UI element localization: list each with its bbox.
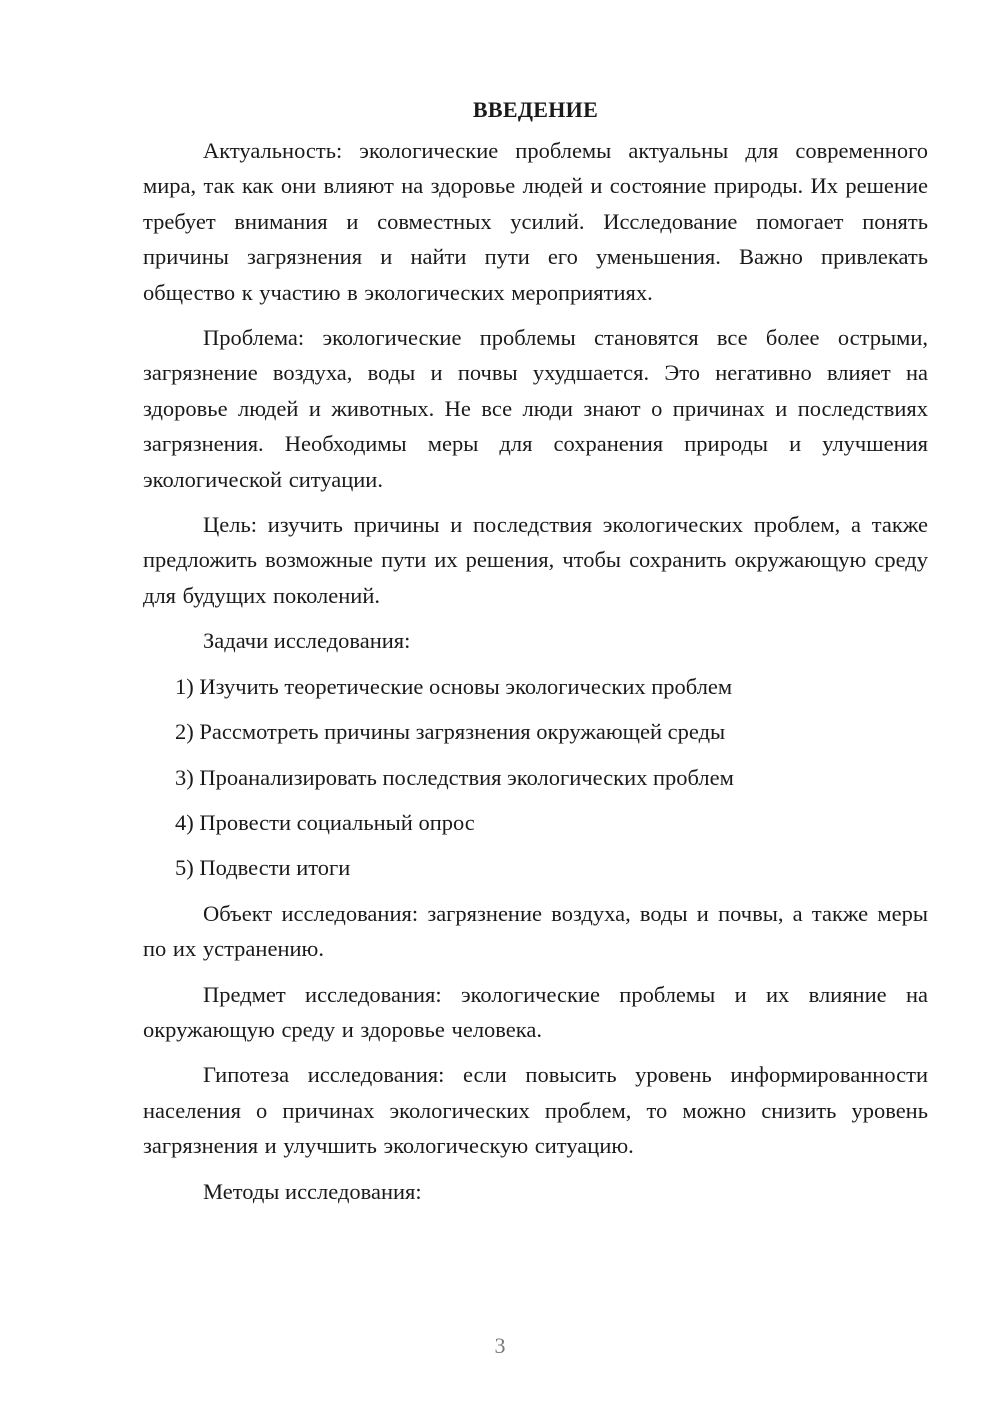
goal-paragraph: Цель: изучить причины и последствия экологических проблем, а также предложить возможные пути их решения, чтобы сохранить окружающую среду для будущих поколений. bbox=[143, 512, 928, 608]
problem-paragraph: Проблема: экологические проблемы становятся все более острыми, загрязнение воздуха, воды и почвы ухудшается. Это негативно влияет на здоровье людей и животных. Не все люди знают о причинах и последствиях загрязнения. Необходимы меры для сохранения природы и улучшения экологической ситуации. bbox=[143, 325, 928, 492]
list-item: 4) Провести социальный опрос bbox=[175, 809, 475, 835]
methods-heading: Методы исследования: bbox=[203, 1178, 422, 1204]
document-page bbox=[143, 92, 928, 1219]
page-title: ВВЕДЕНИЕ bbox=[472, 97, 599, 122]
list-item: 1) Изучить теоретические основы экологических проблем bbox=[175, 673, 733, 699]
tasks-list bbox=[143, 669, 928, 886]
list-item: 5) Подвести итоги bbox=[175, 855, 351, 881]
relevance-paragraph: Актуальность: экологические проблемы актуальны для современного мира, так как они влияют на здоровье людей и состояние природы. Их решение требует внимания и совместных усилий. Исследование помогает понять причины загрязнения и найти пути его уменьшения. Важно привлекать общество к участию в экологических мероприятиях. bbox=[143, 138, 928, 305]
hypothesis-paragraph: Гипотеза исследования: если повысить уровень информированности населения о причинах экологических проблем, то можно снизить уровень загрязнения и улучшить экологическую ситуацию. bbox=[143, 1062, 928, 1159]
subject-paragraph: Предмет исследования: экологические проблемы и их влияние на окружающую среду и здоровье человека. bbox=[143, 981, 928, 1042]
list-item: 3) Проанализировать последствия экологических проблем bbox=[175, 764, 734, 790]
tasks-heading: Задачи исследования: bbox=[203, 628, 411, 654]
page-number: 3 bbox=[494, 1333, 506, 1358]
object-paragraph: Объект исследования: загрязнение воздуха, воды и почвы, а также меры по их устранению. bbox=[143, 900, 928, 962]
list-item: 2) Рассмотреть причины загрязнения окружающей среды bbox=[175, 719, 726, 745]
